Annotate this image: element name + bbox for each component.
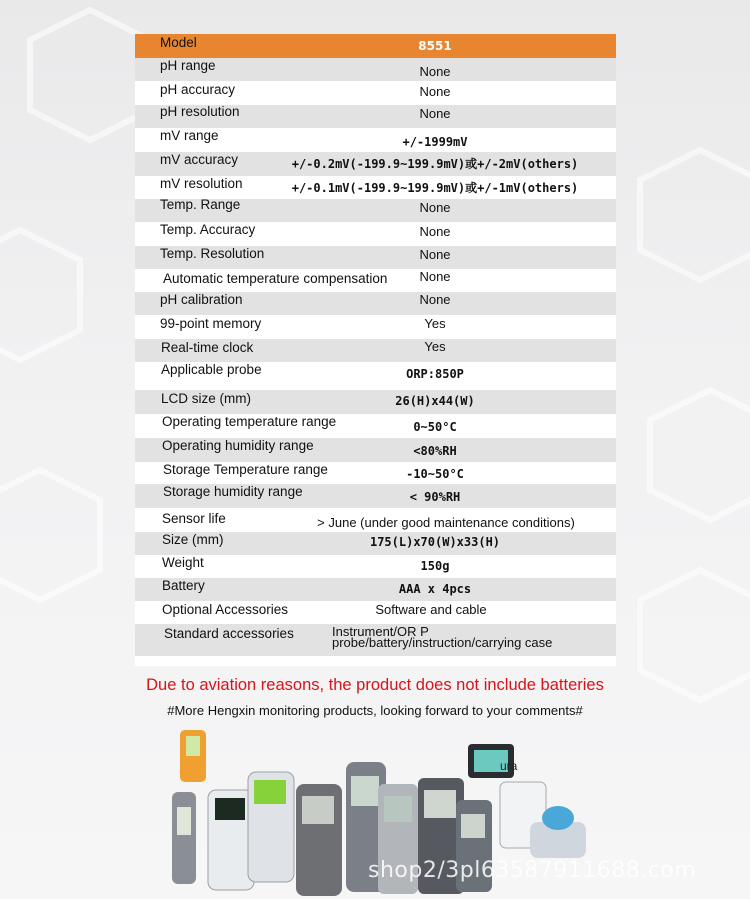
table-row (135, 390, 616, 414)
row-value: +/-0.2mV(-199.9~199.9mV)或+/-2mV(others) (291, 157, 579, 171)
row-value: None (419, 106, 451, 121)
row-label: pH resolution (160, 104, 240, 119)
row-value-line1: Instrument/OR P (332, 624, 429, 639)
table-row (135, 81, 616, 105)
table-row (135, 601, 616, 624)
row-value: Yes (424, 339, 446, 354)
row-label: mV accuracy (160, 152, 239, 167)
table-row (135, 269, 616, 292)
table-row (135, 462, 616, 484)
row-value: 150g (420, 559, 450, 573)
row-value: None (419, 269, 451, 284)
table-row (135, 362, 616, 388)
row-label: Sensor life (162, 511, 226, 526)
row-value: None (419, 247, 451, 262)
row-value: 175(L)x70(W)x33(H) (369, 535, 501, 549)
row-label: Temp. Resolution (160, 246, 265, 261)
table-row (135, 246, 616, 269)
row-value: ORP:850P (406, 367, 464, 381)
table-row (135, 532, 616, 555)
row-label: Operating temperature range (162, 414, 337, 429)
hashtag-text: #More Hengxin monitoring products, looking forward to your comments# (167, 703, 583, 718)
row-label: mV range (160, 128, 219, 143)
table-row (135, 292, 616, 315)
table-row-value (135, 128, 616, 152)
row-value: None (419, 84, 451, 99)
row-label: Automatic temperature compensation (163, 271, 388, 286)
row-label: Battery (162, 578, 205, 593)
row-label: Temp. Accuracy (160, 222, 256, 237)
row-label: pH calibration (160, 292, 243, 307)
table-header-row (135, 34, 616, 58)
spec-table (135, 34, 616, 666)
row-label: Real-time clock (161, 340, 254, 355)
table-row (135, 438, 616, 462)
battery-notice: Due to aviation reasons, the product does not include batteries (146, 676, 604, 694)
model-value: 8551 (418, 39, 452, 53)
row-label: Standard accessories (164, 626, 294, 641)
watermark: shop2/3pl63587911688.com (368, 858, 697, 883)
row-label: pH accuracy (160, 82, 236, 97)
row-value: None (419, 224, 451, 239)
table-row (135, 152, 616, 176)
row-value: None (419, 64, 451, 79)
products-label: ura (500, 759, 518, 773)
row-value: None (419, 292, 451, 307)
table-row (135, 315, 616, 339)
table-row (135, 624, 616, 656)
row-value: Yes (424, 316, 446, 331)
row-label: Storage Temperature range (163, 462, 328, 477)
row-value: < 90%RH (409, 490, 461, 504)
row-value: Software and cable (375, 602, 487, 617)
table-row (135, 414, 616, 438)
row-value: > June (under good maintenance conditions) (317, 515, 575, 530)
model-label: Model (160, 35, 197, 50)
row-label: Size (mm) (162, 532, 224, 547)
row-label: Optional Accessories (162, 602, 289, 617)
table-row (135, 578, 616, 601)
table-row (135, 58, 616, 81)
row-label: 99-point memory (160, 316, 262, 331)
table-row (135, 339, 616, 362)
row-value: None (419, 200, 451, 215)
table-row (135, 510, 616, 532)
row-label: Storage humidity range (163, 484, 303, 499)
table-row (135, 484, 616, 508)
table-row (135, 555, 616, 578)
row-label: Operating humidity range (162, 438, 314, 453)
row-value: AAA x 4pcs (398, 582, 472, 596)
row-label: pH range (160, 58, 216, 73)
row-value: 0~50°C (413, 420, 457, 434)
row-label: Applicable probe (161, 362, 262, 377)
row-value: <80%RH (413, 444, 457, 458)
row-label: Weight (162, 555, 204, 570)
table-row (135, 222, 616, 246)
row-value: +/-0.1mV(-199.9~199.9mV)或+/-1mV(others) (291, 181, 579, 195)
row-value: -10~50°C (406, 467, 464, 481)
table-row (135, 199, 616, 222)
table-row (135, 176, 616, 199)
row-label: mV resolution (160, 176, 243, 191)
row-value: +/-1999mV (402, 135, 468, 149)
row-value-line2: probe/battery/instruction/carrying case (332, 635, 553, 650)
row-value: 26(H)x44(W) (395, 394, 475, 408)
row-label: Temp. Range (160, 197, 241, 212)
row-label: LCD size (mm) (161, 391, 251, 406)
table-row (135, 105, 616, 128)
